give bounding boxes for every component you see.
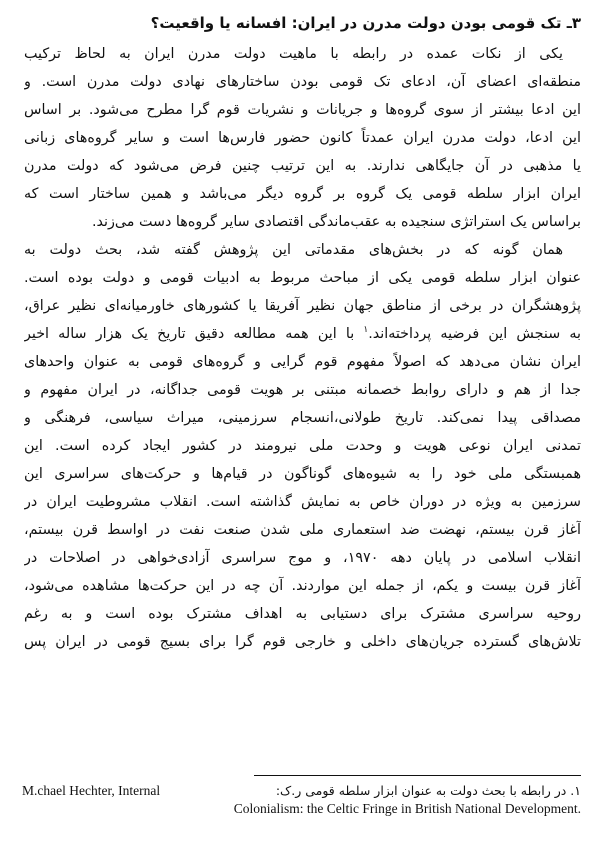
body-text — [24, 40, 581, 656]
text-line: عنوان ابزار سلطه قومی یکی از مباحث مربوط به ادبیات قومی و دولت بوده است. — [24, 270, 581, 286]
text-line: منطقه‌ای اعضای آن، ادعای تک قومی بودن ساختارهای نهادی دولت مدرن است. و — [24, 74, 581, 90]
footnote-english: M.chael Hechter, Internal — [22, 783, 161, 798]
footnote — [22, 782, 581, 818]
text-line: جدا از هم و دارای روابط خصمانه مبتنی بر هویت قومی جداگانه، در ایران مفهوم و — [24, 382, 581, 398]
text-line: این ادعا بیشتر از سوی گروه‌ها و جریانات و نشریات قوم گرا مطرح می‌شود. بر اساس — [24, 102, 581, 118]
text-line: پژوهشگران در برخی از مناطق جهان نظیر آفریقا یا کشورهای خاورمیانه‌ای نظیر عراق، — [24, 298, 581, 314]
text-line: تلاش‌های گسترده جریان‌های داخلی و خارجی قوم گرا برای بسیج قومی در ایران پس — [24, 634, 581, 650]
footnote-persian: ۱. در رابطه با بحث دولت به عنوان ابزار سلطه قومی ر.ک: — [275, 783, 581, 798]
text-line: براساس یک استراتژی سنجیده به عقب‌ماندگی اقتصادی سایر گروه‌ها دست می‌زند. — [91, 214, 581, 230]
footnote-divider — [254, 775, 581, 776]
section-heading: ۳ـ تک قومی بودن دولت مدرن در ایران: افسانه یا واقعیت؟ — [150, 14, 581, 32]
footnote-line — [22, 782, 581, 800]
text-line: یکی از نکات عمده در رابطه با ماهیت دولت مدرن ایران به لحاظ ترکیب — [24, 46, 563, 62]
text-line: تمدنی ایران نوعی هویت و وحدت ملی نیرومند در کشور ایجاد کرده است. این — [24, 438, 581, 454]
text-segment: به سنجش این فرضیه پرداخته‌اند. — [368, 326, 581, 342]
text-line: مصداقی پیدا نمی‌کند. تاریخ طولانی،انسجام سرزمینی، میراث سیاسی، فرهنگی و — [24, 410, 581, 426]
footnote-marker: ۱ — [363, 325, 369, 336]
text-line: آغاز قرن بیستم، نهضت ضد استعماری ملی شدن صنعت نفت در اواسط قرن بیستم، — [24, 522, 581, 538]
text-line: این ادعا، دولت مدرن ایران عمدتاً کانون حضور فارس‌ها است و سایر گروه‌های زبانی — [24, 130, 581, 146]
text-line: همبستگی ملی خود را به شیوه‌های گوناگون در قیام‌ها و حرکت‌های سراسری این — [24, 466, 581, 482]
text-line: همان گونه که در بخش‌های مقدماتی این پژوهش گفته شد، بحث دولت به — [24, 242, 563, 258]
text-line: انقلاب اسلامی در پایان دهه ۱۹۷۰، و موج سراسری آزادی‌خواهی در اصلاحات در — [24, 550, 581, 566]
text-segment: با این همه مطالعه دقیق تاریخ یک هزار ساله اخیر — [24, 326, 364, 342]
text-line: روحیه سراسری مشترک برای دستیابی به اهداف مشترک بوده است و به رغم — [24, 606, 581, 622]
text-line: آغاز قرن بیست و یکم، از جمله این مواردند. آن چه در این حرکت‌ها مشاهده می‌شود، — [24, 578, 581, 594]
text-line: سرزمین به ویژه در دوران خاص به نمایش گذاشته است. انقلاب مشروطیت ایران در — [24, 494, 581, 510]
footnote-english-continued: Colonialism: the Celtic Fringe in British National Development. — [233, 801, 581, 816]
text-line: یا مذهبی در آن جایگاهی ندارند. به این ترتیب چنین فرض می‌شود که دولت مدرن — [24, 158, 581, 174]
text-line: ایران ابزار سلطه قومی یک گروه بر گروه دیگر می‌باشد و همین ساختار است که — [24, 186, 581, 202]
text-line: ایران نشان می‌دهد که اصولاً مفهوم قوم گرایی و گروه‌های قومی به عنوان واحدهای — [24, 354, 581, 370]
text-line-with-footnote — [24, 320, 581, 348]
